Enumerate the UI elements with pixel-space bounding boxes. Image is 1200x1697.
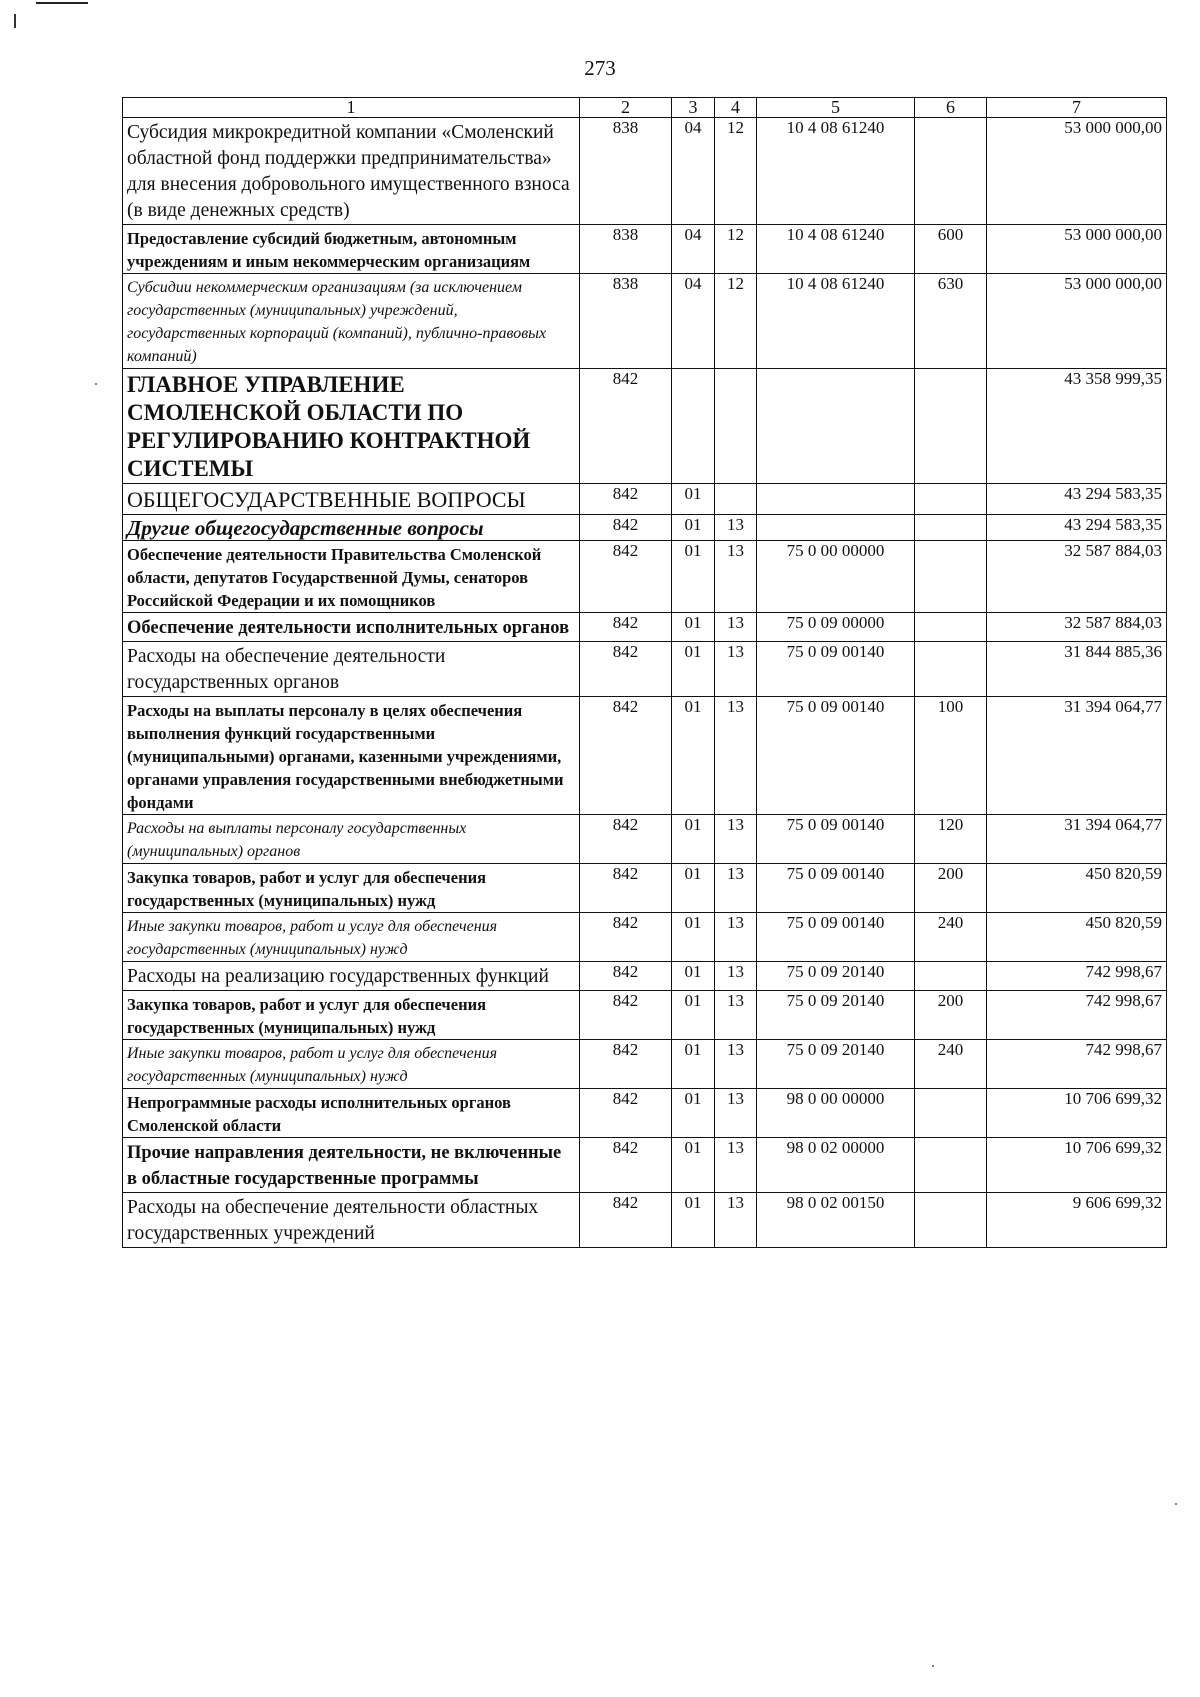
row-description: Прочие направления деятельности, не включенные в областные государственные программы	[123, 1138, 580, 1193]
table-row	[123, 1040, 1167, 1089]
target-article-cell	[757, 515, 915, 541]
amount-cell: 742 998,67	[987, 1040, 1167, 1089]
amount-cell: 31 394 064,77	[987, 815, 1167, 864]
table-row	[123, 274, 1167, 369]
target-article-cell	[757, 484, 915, 515]
amount-cell: 32 587 884,03	[987, 613, 1167, 642]
row-description: Субсидии некоммерческим организациям (за исключением государственных (муниципальных) учреждений, государственных корпораций (компаний), публично-правовых компаний)	[123, 274, 580, 369]
expense-type-cell	[915, 1138, 987, 1193]
expense-type-cell	[915, 962, 987, 991]
section-code-cell: 04	[672, 225, 715, 274]
admin-code-cell: 842	[580, 1089, 672, 1138]
table-row	[123, 815, 1167, 864]
section-code-cell: 01	[672, 1193, 715, 1248]
subsection-code-cell: 13	[715, 613, 757, 642]
header-cell: 7	[987, 98, 1167, 118]
row-description: Закупка товаров, работ и услуг для обеспечения государственных (муниципальных) нужд	[123, 991, 580, 1040]
scan-speck	[1175, 1503, 1177, 1505]
admin-code-cell: 842	[580, 991, 672, 1040]
section-code-cell: 01	[672, 1089, 715, 1138]
section-code-cell: 01	[672, 962, 715, 991]
amount-cell: 32 587 884,03	[987, 541, 1167, 613]
section-code-cell: 01	[672, 991, 715, 1040]
row-description: Расходы на реализацию государственных функций	[123, 962, 580, 991]
row-description: ОБЩЕГОСУДАРСТВЕННЫЕ ВОПРОСЫ	[123, 484, 580, 515]
subsection-code-cell: 12	[715, 225, 757, 274]
table-row	[123, 1089, 1167, 1138]
amount-cell: 43 294 583,35	[987, 484, 1167, 515]
amount-cell: 10 706 699,32	[987, 1138, 1167, 1193]
admin-code-cell: 842	[580, 697, 672, 815]
section-code-cell: 01	[672, 697, 715, 815]
header-cell: 4	[715, 98, 757, 118]
subsection-code-cell: 13	[715, 541, 757, 613]
table-row	[123, 225, 1167, 274]
amount-cell: 43 358 999,35	[987, 369, 1167, 484]
admin-code-cell: 842	[580, 1040, 672, 1089]
subsection-code-cell: 13	[715, 864, 757, 913]
expense-type-cell	[915, 515, 987, 541]
admin-code-cell: 842	[580, 613, 672, 642]
target-article-cell: 75 0 09 00000	[757, 613, 915, 642]
amount-cell: 31 394 064,77	[987, 697, 1167, 815]
row-description: Обеспечение деятельности исполнительных органов	[123, 613, 580, 642]
target-article-cell: 75 0 09 20140	[757, 962, 915, 991]
expense-type-cell	[915, 369, 987, 484]
subsection-code-cell: 13	[715, 1193, 757, 1248]
row-description: Непрограммные расходы исполнительных органов Смоленской области	[123, 1089, 580, 1138]
subsection-code-cell: 13	[715, 913, 757, 962]
expense-type-cell: 200	[915, 991, 987, 1040]
target-article-cell: 75 0 09 20140	[757, 991, 915, 1040]
subsection-code-cell: 13	[715, 962, 757, 991]
amount-cell: 31 844 885,36	[987, 642, 1167, 697]
header-cell: 2	[580, 98, 672, 118]
admin-code-cell: 838	[580, 118, 672, 225]
row-description: Расходы на обеспечение деятельности государственных органов	[123, 642, 580, 697]
table-row	[123, 962, 1167, 991]
target-article-cell: 75 0 09 00140	[757, 815, 915, 864]
table-row	[123, 369, 1167, 484]
target-article-cell: 75 0 09 00140	[757, 864, 915, 913]
row-description: Расходы на обеспечение деятельности областных государственных учреждений	[123, 1193, 580, 1248]
row-description: ГЛАВНОЕ УПРАВЛЕНИЕ СМОЛЕНСКОЙ ОБЛАСТИ ПО РЕГУЛИРОВАНИЮ КОНТРАКТНОЙ СИСТЕМЫ	[123, 369, 580, 484]
admin-code-cell: 842	[580, 541, 672, 613]
admin-code-cell: 838	[580, 274, 672, 369]
scan-speck	[95, 383, 97, 385]
header-cell: 1	[123, 98, 580, 118]
expense-type-cell	[915, 118, 987, 225]
header-cell: 3	[672, 98, 715, 118]
table-header-row	[123, 98, 1167, 118]
section-code-cell: 01	[672, 613, 715, 642]
row-description: Иные закупки товаров, работ и услуг для обеспечения государственных (муниципальных) нужд	[123, 1040, 580, 1089]
amount-cell: 742 998,67	[987, 991, 1167, 1040]
section-code-cell: 01	[672, 642, 715, 697]
page-number: 273	[584, 56, 616, 80]
section-code-cell: 04	[672, 118, 715, 225]
row-description: Предоставление субсидий бюджетным, автономным учреждениям и иным некоммерческим организациям	[123, 225, 580, 274]
amount-cell: 450 820,59	[987, 913, 1167, 962]
table-row	[123, 118, 1167, 225]
row-description: Обеспечение деятельности Правительства Смоленской области, депутатов Государственной Думы, сенаторов Российской Федерации и их помощников	[123, 541, 580, 613]
section-code-cell: 01	[672, 1040, 715, 1089]
expense-type-cell: 200	[915, 864, 987, 913]
row-description: Иные закупки товаров, работ и услуг для обеспечения государственных (муниципальных) нужд	[123, 913, 580, 962]
row-description: Субсидия микрокредитной компании «Смоленский областной фонд поддержки предпринимательства» для внесения добровольного имущественного взноса (в виде денежных средств)	[123, 118, 580, 225]
amount-cell: 53 000 000,00	[987, 118, 1167, 225]
admin-code-cell: 842	[580, 815, 672, 864]
expense-type-cell: 120	[915, 815, 987, 864]
table-row	[123, 697, 1167, 815]
expense-type-cell	[915, 541, 987, 613]
budget-table	[122, 97, 1167, 1248]
amount-cell: 10 706 699,32	[987, 1089, 1167, 1138]
subsection-code-cell: 13	[715, 697, 757, 815]
expense-type-cell: 630	[915, 274, 987, 369]
expense-type-cell: 600	[915, 225, 987, 274]
admin-code-cell: 842	[580, 369, 672, 484]
section-code-cell: 01	[672, 541, 715, 613]
table-row	[123, 913, 1167, 962]
row-description: Расходы на выплаты персоналу государственных (муниципальных) органов	[123, 815, 580, 864]
row-description: Расходы на выплаты персоналу в целях обеспечения выполнения функций государственными (муниципальными) органами, казенными учреждениями, органами управления государственными внебюджетными фондами	[123, 697, 580, 815]
header-cell: 6	[915, 98, 987, 118]
section-code-cell: 01	[672, 484, 715, 515]
section-code-cell: 01	[672, 913, 715, 962]
admin-code-cell: 838	[580, 225, 672, 274]
expense-type-cell	[915, 642, 987, 697]
target-article-cell: 75 0 09 20140	[757, 1040, 915, 1089]
expense-type-cell	[915, 484, 987, 515]
scan-edge-mark	[14, 14, 16, 28]
subsection-code-cell: 12	[715, 118, 757, 225]
table-row	[123, 613, 1167, 642]
header-cell: 5	[757, 98, 915, 118]
table-row	[123, 484, 1167, 515]
admin-code-cell: 842	[580, 913, 672, 962]
subsection-code-cell: 13	[715, 1138, 757, 1193]
amount-cell: 450 820,59	[987, 864, 1167, 913]
expense-type-cell	[915, 613, 987, 642]
section-code-cell	[672, 369, 715, 484]
section-code-cell: 01	[672, 515, 715, 541]
section-code-cell: 01	[672, 815, 715, 864]
table-row	[123, 515, 1167, 541]
target-article-cell	[757, 369, 915, 484]
target-article-cell: 98 0 02 00000	[757, 1138, 915, 1193]
subsection-code-cell: 13	[715, 1040, 757, 1089]
expense-type-cell: 100	[915, 697, 987, 815]
table-row	[123, 541, 1167, 613]
target-article-cell: 98 0 02 00150	[757, 1193, 915, 1248]
row-description: Закупка товаров, работ и услуг для обеспечения государственных (муниципальных) нужд	[123, 864, 580, 913]
table-row	[123, 1193, 1167, 1248]
expense-type-cell	[915, 1089, 987, 1138]
subsection-code-cell: 13	[715, 815, 757, 864]
section-code-cell: 01	[672, 1138, 715, 1193]
subsection-code-cell: 12	[715, 274, 757, 369]
target-article-cell: 75 0 09 00140	[757, 697, 915, 815]
admin-code-cell: 842	[580, 484, 672, 515]
expense-type-cell: 240	[915, 1040, 987, 1089]
amount-cell: 742 998,67	[987, 962, 1167, 991]
amount-cell: 53 000 000,00	[987, 274, 1167, 369]
table-row	[123, 864, 1167, 913]
admin-code-cell: 842	[580, 1193, 672, 1248]
admin-code-cell: 842	[580, 642, 672, 697]
section-code-cell: 01	[672, 864, 715, 913]
target-article-cell: 75 0 09 00140	[757, 913, 915, 962]
subsection-code-cell	[715, 484, 757, 515]
scan-edge-mark	[36, 2, 88, 4]
admin-code-cell: 842	[580, 515, 672, 541]
target-article-cell: 75 0 09 00140	[757, 642, 915, 697]
subsection-code-cell: 13	[715, 642, 757, 697]
target-article-cell: 98 0 00 00000	[757, 1089, 915, 1138]
target-article-cell: 75 0 00 00000	[757, 541, 915, 613]
table-row	[123, 991, 1167, 1040]
table-row	[123, 642, 1167, 697]
section-code-cell: 04	[672, 274, 715, 369]
amount-cell: 53 000 000,00	[987, 225, 1167, 274]
target-article-cell: 10 4 08 61240	[757, 274, 915, 369]
admin-code-cell: 842	[580, 962, 672, 991]
subsection-code-cell: 13	[715, 991, 757, 1040]
amount-cell: 43 294 583,35	[987, 515, 1167, 541]
admin-code-cell: 842	[580, 864, 672, 913]
expense-type-cell	[915, 1193, 987, 1248]
admin-code-cell: 842	[580, 1138, 672, 1193]
subsection-code-cell	[715, 369, 757, 484]
target-article-cell: 10 4 08 61240	[757, 225, 915, 274]
scan-speck	[932, 1665, 934, 1667]
expense-type-cell: 240	[915, 913, 987, 962]
row-description: Другие общегосударственные вопросы	[123, 515, 580, 541]
amount-cell: 9 606 699,32	[987, 1193, 1167, 1248]
subsection-code-cell: 13	[715, 515, 757, 541]
subsection-code-cell: 13	[715, 1089, 757, 1138]
target-article-cell: 10 4 08 61240	[757, 118, 915, 225]
table-row	[123, 1138, 1167, 1193]
